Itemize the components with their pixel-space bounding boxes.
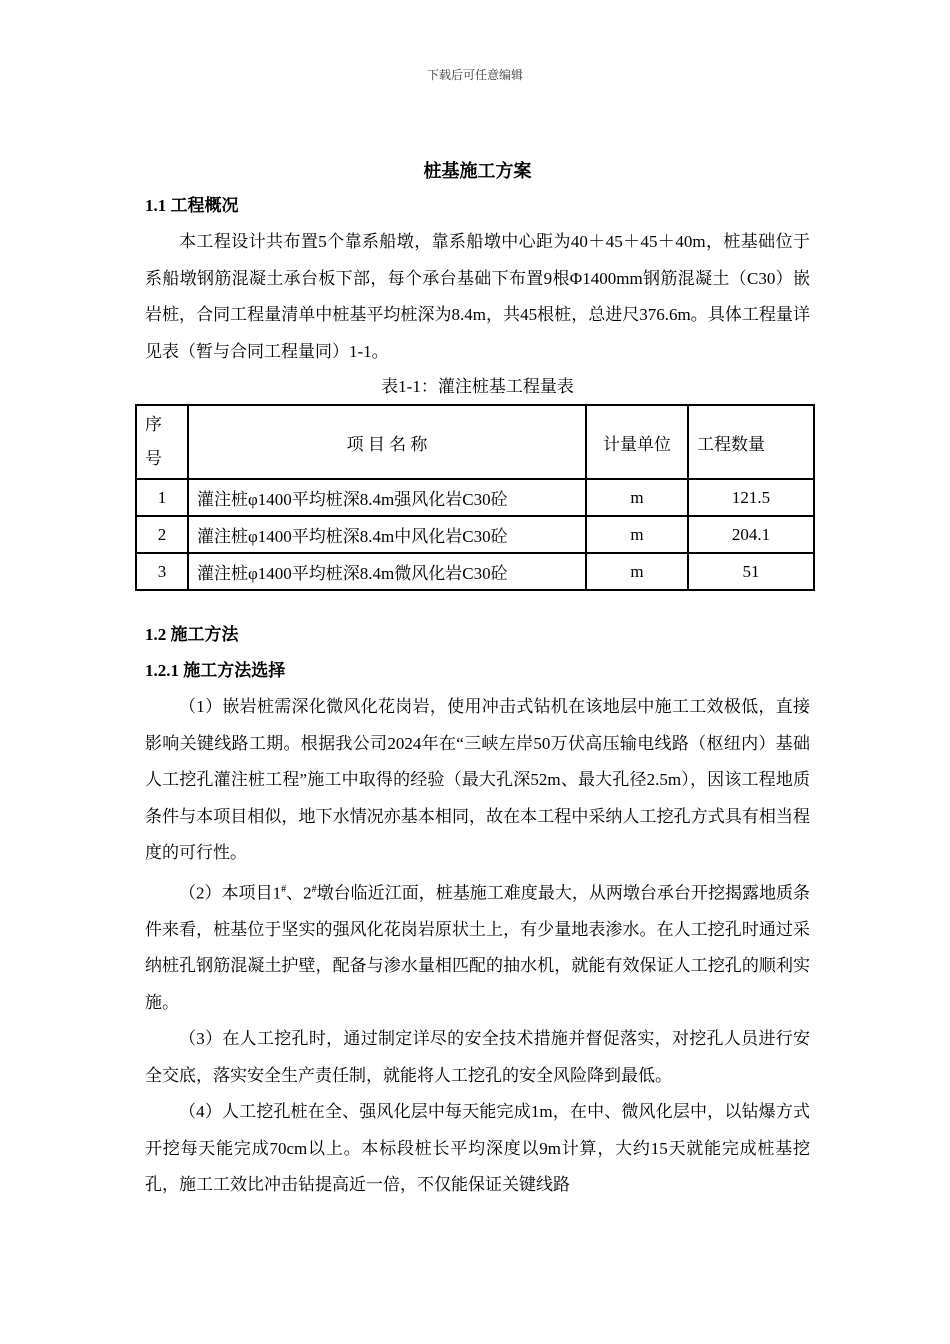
paragraph-method-2: （2）本项目1#、2#墩台临近江面，桩基施工难度最大，从两墩台承台开挖揭露地质条件来看，桩基位于坚实的强风化花岗岩原状土上，有少量地表渗水。在人工挖孔时通过采纳桩孔钢筋混凝土护壁，配备与渗水量相匹配的抽水机，就能有效保证人工挖孔的顺利实施。 xyxy=(145,883,811,1012)
pile-quantity-table xyxy=(135,404,815,591)
header-no: 序 号 xyxy=(136,405,188,479)
row-item-name: 灌注桩φ1400平均桩深8.4m中风化岩C30砼 xyxy=(188,516,586,553)
table-row xyxy=(136,516,814,553)
table-row xyxy=(136,553,814,590)
header-item-name: 项 目 名 称 xyxy=(188,405,586,479)
row-item-name: 灌注桩φ1400平均桩深8.4m强风化岩C30砼 xyxy=(188,479,586,516)
section-heading-1-2: 1.2 施工方法 xyxy=(145,625,239,644)
paragraph-method-4: （4）人工挖孔桩在全、强风化层中每天能完成1m，在中、微风化层中，以钻爆方式开挖每天能完成70cm以上。本标段桩长平均深度以9m计算，大约15天就能完成桩基挖孔，施工工效比冲击钻提高近一倍，不仅能保证关键线路 xyxy=(145,1102,810,1195)
row-quantity: 51 xyxy=(688,553,814,590)
row-no: 3 xyxy=(136,553,188,590)
table-header-row xyxy=(136,405,814,479)
row-quantity: 121.5 xyxy=(688,479,814,516)
header-unit: 计量单位 xyxy=(586,405,688,479)
document-title: 桩基施工方案 xyxy=(423,161,532,181)
row-item-name: 灌注桩φ1400平均桩深8.4m微风化岩C30砼 xyxy=(188,553,586,590)
paragraph-method-3: （3）在人工挖孔时，通过制定详尽的安全技术措施并督促落实，对挖孔人员进行安全交底，落实安全生产责任制，就能将人工挖孔的安全风险降到最低。 xyxy=(145,1029,810,1085)
row-unit: m xyxy=(586,553,688,590)
table-row xyxy=(136,479,814,516)
row-unit: m xyxy=(586,516,688,553)
paragraph-method-1: （1）嵌岩桩需深化微风化花岗岩，使用冲击式钻机在该地层中施工工效极低，直接影响关键线路工期。根据我公司2024年在“三峡左岸50万伏高压输电线路（枢纽内）基础人工挖孔灌注桩工程”施工中取得的经验（最大孔深52m、最大孔径2.5m），因该工程地质条件与本项目相似，地下水情况亦基本相同，故在本工程中采纳人工挖孔方式具有相当程度的可行性。 xyxy=(145,697,810,862)
row-no: 1 xyxy=(136,479,188,516)
header-quantity: 工程数量 xyxy=(688,405,814,479)
section-heading-1-1: 1.1 工程概况 xyxy=(145,196,239,215)
page-header-note: 下载后可任意编辑 xyxy=(426,68,523,82)
section-heading-1-2-1: 1.2.1 施工方法选择 xyxy=(145,661,286,680)
document-body xyxy=(145,154,810,1204)
row-unit: m xyxy=(586,479,688,516)
paragraph-overview: 本工程设计共布置5个靠系船墩，靠系船墩中心距为40＋45＋45＋40m，桩基础位于系船墩钢筋混凝土承台板下部，每个承台基础下布置9根Φ1400mm钢筋混凝土（C30）嵌岩桩，合同工程量清单中桩基平均桩深为8.4m，共45根桩，总进尺376.6m。具体工程量详见表（暂与合同工程量同）1-1。 xyxy=(145,232,810,361)
row-quantity: 204.1 xyxy=(688,516,814,553)
table-caption: 表1-1：灌注桩基工程量表 xyxy=(381,377,574,396)
row-no: 2 xyxy=(136,516,188,553)
